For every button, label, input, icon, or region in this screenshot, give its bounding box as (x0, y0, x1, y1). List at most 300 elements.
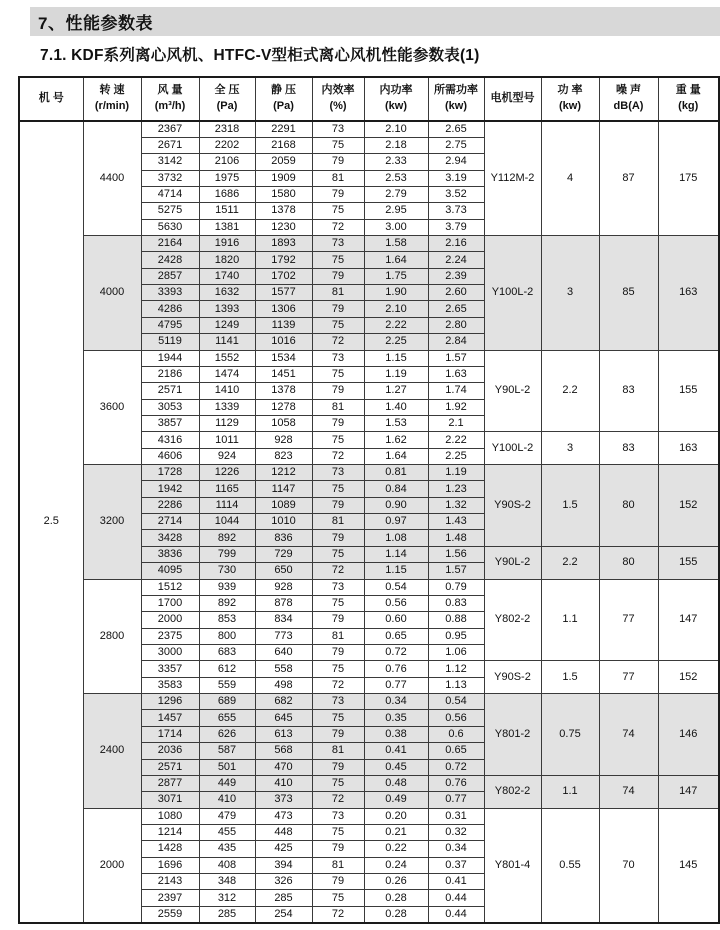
static-pressure-cell: 394 (255, 857, 312, 873)
efficiency-cell: 72 (312, 906, 364, 922)
required-power-cell: 0.34 (428, 841, 484, 857)
airflow-cell: 2714 (141, 514, 199, 530)
total-pressure-cell: 1339 (199, 399, 255, 415)
weight-cell: 146 (658, 694, 719, 776)
noise-cell: 77 (599, 579, 658, 661)
required-power-cell: 3.52 (428, 186, 484, 202)
speed-cell: 2800 (83, 579, 141, 694)
required-power-cell: 2.84 (428, 334, 484, 350)
static-pressure-cell: 498 (255, 677, 312, 693)
efficiency-cell: 75 (312, 481, 364, 497)
required-power-cell: 2.39 (428, 268, 484, 284)
motor-power-cell: 1.1 (541, 775, 599, 808)
static-pressure-cell: 1089 (255, 497, 312, 513)
airflow-cell: 4795 (141, 317, 199, 333)
weight-cell: 155 (658, 350, 719, 432)
airflow-cell: 3071 (141, 792, 199, 808)
efficiency-cell: 72 (312, 334, 364, 350)
total-pressure-cell: 1114 (199, 497, 255, 513)
motor-model-cell: Y112M-2 (484, 121, 541, 236)
required-power-cell: 0.65 (428, 743, 484, 759)
static-pressure-cell: 1378 (255, 383, 312, 399)
airflow-cell: 2397 (141, 890, 199, 906)
static-pressure-cell: 568 (255, 743, 312, 759)
internal-power-cell: 0.49 (364, 792, 428, 808)
airflow-cell: 2164 (141, 236, 199, 252)
efficiency-cell: 81 (312, 399, 364, 415)
total-pressure-cell: 2202 (199, 137, 255, 153)
internal-power-cell: 1.75 (364, 268, 428, 284)
static-pressure-cell: 558 (255, 661, 312, 677)
airflow-cell: 1080 (141, 808, 199, 824)
internal-power-cell: 2.10 (364, 121, 428, 137)
efficiency-cell: 79 (312, 759, 364, 775)
efficiency-cell: 81 (312, 743, 364, 759)
static-pressure-cell: 1893 (255, 236, 312, 252)
total-pressure-cell: 559 (199, 677, 255, 693)
airflow-cell: 4286 (141, 301, 199, 317)
static-pressure-cell: 640 (255, 645, 312, 661)
required-power-cell: 0.56 (428, 710, 484, 726)
internal-power-cell: 0.34 (364, 694, 428, 710)
efficiency-cell: 75 (312, 710, 364, 726)
efficiency-cell: 75 (312, 432, 364, 448)
airflow-cell: 2143 (141, 874, 199, 890)
static-pressure-cell: 285 (255, 890, 312, 906)
airflow-cell: 1512 (141, 579, 199, 595)
static-pressure-cell: 1010 (255, 514, 312, 530)
required-power-cell: 1.74 (428, 383, 484, 399)
total-pressure-cell: 1474 (199, 366, 255, 382)
internal-power-cell: 0.77 (364, 677, 428, 693)
required-power-cell: 1.23 (428, 481, 484, 497)
noise-cell: 74 (599, 775, 658, 808)
motor-model-cell: Y802-2 (484, 579, 541, 661)
total-pressure-cell: 1975 (199, 170, 255, 186)
internal-power-cell: 0.54 (364, 579, 428, 595)
total-pressure-cell: 1740 (199, 268, 255, 284)
weight-cell: 147 (658, 775, 719, 808)
table-title: 7.1. KDF系列离心风机、HTFC-V型柜式离心风机性能参数表(1) (40, 47, 480, 64)
total-pressure-cell: 1393 (199, 301, 255, 317)
static-pressure-cell: 645 (255, 710, 312, 726)
internal-power-cell: 0.90 (364, 497, 428, 513)
efficiency-cell: 75 (312, 595, 364, 611)
static-pressure-cell: 836 (255, 530, 312, 546)
airflow-cell: 3142 (141, 154, 199, 170)
internal-power-cell: 1.08 (364, 530, 428, 546)
motor-power-cell: 1.1 (541, 579, 599, 661)
col-header-motor-model: 电机型号 (484, 77, 541, 121)
col-header-static-pressure: 静 压 (Pa) (255, 77, 312, 121)
performance-table (18, 76, 720, 924)
airflow-cell: 2877 (141, 775, 199, 791)
internal-power-cell: 0.35 (364, 710, 428, 726)
efficiency-cell: 79 (312, 645, 364, 661)
required-power-cell: 0.37 (428, 857, 484, 873)
weight-cell: 163 (658, 236, 719, 351)
airflow-cell: 3000 (141, 645, 199, 661)
total-pressure-cell: 408 (199, 857, 255, 873)
col-header-weight: 重 量 (kg) (658, 77, 719, 121)
noise-cell: 83 (599, 432, 658, 465)
total-pressure-cell: 853 (199, 612, 255, 628)
static-pressure-cell: 1702 (255, 268, 312, 284)
weight-cell: 152 (658, 465, 719, 547)
internal-power-cell: 1.90 (364, 285, 428, 301)
total-pressure-cell: 1820 (199, 252, 255, 268)
airflow-cell: 4095 (141, 563, 199, 579)
efficiency-cell: 79 (312, 301, 364, 317)
total-pressure-cell: 1511 (199, 203, 255, 219)
total-pressure-cell: 312 (199, 890, 255, 906)
internal-power-cell: 1.19 (364, 366, 428, 382)
motor-model-cell: Y90L-2 (484, 350, 541, 432)
required-power-cell: 2.94 (428, 154, 484, 170)
internal-power-cell: 2.22 (364, 317, 428, 333)
static-pressure-cell: 928 (255, 579, 312, 595)
required-power-cell: 2.16 (428, 236, 484, 252)
table-row (19, 121, 719, 137)
internal-power-cell: 0.20 (364, 808, 428, 824)
motor-power-cell: 4 (541, 121, 599, 236)
airflow-cell: 2571 (141, 759, 199, 775)
efficiency-cell: 81 (312, 628, 364, 644)
airflow-cell: 5119 (141, 334, 199, 350)
table-row (19, 350, 719, 366)
motor-power-cell: 2.2 (541, 546, 599, 579)
required-power-cell: 2.65 (428, 121, 484, 137)
col-header-motor-power: 功 率 (kw) (541, 77, 599, 121)
static-pressure-cell: 1580 (255, 186, 312, 202)
efficiency-cell: 79 (312, 841, 364, 857)
airflow-cell: 1942 (141, 481, 199, 497)
static-pressure-cell: 1016 (255, 334, 312, 350)
static-pressure-cell: 1147 (255, 481, 312, 497)
total-pressure-cell: 1686 (199, 186, 255, 202)
col-header-airflow: 风 量 (m³/h) (141, 77, 199, 121)
motor-model-cell: Y90L-2 (484, 546, 541, 579)
efficiency-cell: 73 (312, 808, 364, 824)
internal-power-cell: 1.40 (364, 399, 428, 415)
airflow-cell: 5630 (141, 219, 199, 235)
internal-power-cell: 0.28 (364, 906, 428, 922)
static-pressure-cell: 254 (255, 906, 312, 922)
motor-model-cell: Y802-2 (484, 775, 541, 808)
internal-power-cell: 0.56 (364, 595, 428, 611)
internal-power-cell: 0.65 (364, 628, 428, 644)
required-power-cell: 2.25 (428, 448, 484, 464)
efficiency-cell: 73 (312, 694, 364, 710)
airflow-cell: 3836 (141, 546, 199, 562)
total-pressure-cell: 892 (199, 595, 255, 611)
static-pressure-cell: 773 (255, 628, 312, 644)
required-power-cell: 1.92 (428, 399, 484, 415)
internal-power-cell: 1.64 (364, 252, 428, 268)
airflow-cell: 3857 (141, 415, 199, 431)
static-pressure-cell: 2059 (255, 154, 312, 170)
required-power-cell: 1.48 (428, 530, 484, 546)
static-pressure-cell: 823 (255, 448, 312, 464)
col-header-internal-power: 内功率 (kw) (364, 77, 428, 121)
internal-power-cell: 1.27 (364, 383, 428, 399)
total-pressure-cell: 1552 (199, 350, 255, 366)
total-pressure-cell: 1141 (199, 334, 255, 350)
efficiency-cell: 79 (312, 154, 364, 170)
efficiency-cell: 73 (312, 465, 364, 481)
efficiency-cell: 79 (312, 383, 364, 399)
efficiency-cell: 73 (312, 236, 364, 252)
internal-power-cell: 2.10 (364, 301, 428, 317)
total-pressure-cell: 892 (199, 530, 255, 546)
total-pressure-cell: 800 (199, 628, 255, 644)
efficiency-cell: 75 (312, 137, 364, 153)
airflow-cell: 2367 (141, 121, 199, 137)
static-pressure-cell: 834 (255, 612, 312, 628)
static-pressure-cell: 1451 (255, 366, 312, 382)
total-pressure-cell: 1129 (199, 415, 255, 431)
efficiency-cell: 73 (312, 579, 364, 595)
internal-power-cell: 2.33 (364, 154, 428, 170)
speed-cell: 2000 (83, 808, 141, 923)
motor-power-cell: 1.5 (541, 661, 599, 694)
speed-cell: 4400 (83, 121, 141, 236)
static-pressure-cell: 470 (255, 759, 312, 775)
col-header-noise: 噪 声 dB(A) (599, 77, 658, 121)
efficiency-cell: 72 (312, 563, 364, 579)
internal-power-cell: 1.64 (364, 448, 428, 464)
airflow-cell: 1214 (141, 824, 199, 840)
efficiency-cell: 79 (312, 497, 364, 513)
required-power-cell: 2.60 (428, 285, 484, 301)
col-header-required-power: 所需功率 (kw) (428, 77, 484, 121)
required-power-cell: 0.54 (428, 694, 484, 710)
noise-cell: 83 (599, 350, 658, 432)
col-header-speed: 转 速 (r/min) (83, 77, 141, 121)
airflow-cell: 1700 (141, 595, 199, 611)
efficiency-cell: 79 (312, 612, 364, 628)
required-power-cell: 0.83 (428, 595, 484, 611)
airflow-cell: 2375 (141, 628, 199, 644)
total-pressure-cell: 2106 (199, 154, 255, 170)
efficiency-cell: 75 (312, 546, 364, 562)
total-pressure-cell: 435 (199, 841, 255, 857)
noise-cell: 70 (599, 808, 658, 923)
total-pressure-cell: 479 (199, 808, 255, 824)
required-power-cell: 2.24 (428, 252, 484, 268)
speed-cell: 4000 (83, 236, 141, 351)
motor-power-cell: 1.5 (541, 465, 599, 547)
internal-power-cell: 1.58 (364, 236, 428, 252)
static-pressure-cell: 1058 (255, 415, 312, 431)
airflow-cell: 1696 (141, 857, 199, 873)
section-title-bar (30, 7, 720, 36)
required-power-cell: 0.6 (428, 726, 484, 742)
static-pressure-cell: 473 (255, 808, 312, 824)
required-power-cell: 0.79 (428, 579, 484, 595)
internal-power-cell: 1.53 (364, 415, 428, 431)
static-pressure-cell: 1534 (255, 350, 312, 366)
airflow-cell: 2286 (141, 497, 199, 513)
total-pressure-cell: 348 (199, 874, 255, 890)
weight-cell: 145 (658, 808, 719, 923)
required-power-cell: 0.72 (428, 759, 484, 775)
total-pressure-cell: 655 (199, 710, 255, 726)
static-pressure-cell: 1278 (255, 399, 312, 415)
efficiency-cell: 75 (312, 661, 364, 677)
col-header-machine-no: 机 号 (19, 77, 83, 121)
speed-cell: 3200 (83, 465, 141, 580)
required-power-cell: 2.1 (428, 415, 484, 431)
airflow-cell: 2186 (141, 366, 199, 382)
motor-power-cell: 3 (541, 432, 599, 465)
motor-power-cell: 0.55 (541, 808, 599, 923)
internal-power-cell: 0.60 (364, 612, 428, 628)
internal-power-cell: 0.38 (364, 726, 428, 742)
efficiency-cell: 75 (312, 317, 364, 333)
internal-power-cell: 0.48 (364, 775, 428, 791)
internal-power-cell: 0.72 (364, 645, 428, 661)
required-power-cell: 1.12 (428, 661, 484, 677)
efficiency-cell: 75 (312, 824, 364, 840)
internal-power-cell: 2.53 (364, 170, 428, 186)
total-pressure-cell: 612 (199, 661, 255, 677)
efficiency-cell: 75 (312, 203, 364, 219)
static-pressure-cell: 373 (255, 792, 312, 808)
motor-power-cell: 0.75 (541, 694, 599, 776)
static-pressure-cell: 448 (255, 824, 312, 840)
efficiency-cell: 79 (312, 268, 364, 284)
airflow-cell: 4316 (141, 432, 199, 448)
airflow-cell: 2571 (141, 383, 199, 399)
speed-cell: 3600 (83, 350, 141, 465)
airflow-cell: 5275 (141, 203, 199, 219)
required-power-cell: 1.57 (428, 350, 484, 366)
static-pressure-cell: 1212 (255, 465, 312, 481)
noise-cell: 80 (599, 465, 658, 547)
internal-power-cell: 2.79 (364, 186, 428, 202)
section-title: 7、性能参数表 (38, 14, 153, 33)
required-power-cell: 1.43 (428, 514, 484, 530)
internal-power-cell: 0.22 (364, 841, 428, 857)
efficiency-cell: 72 (312, 219, 364, 235)
internal-power-cell: 0.24 (364, 857, 428, 873)
total-pressure-cell: 730 (199, 563, 255, 579)
motor-model-cell: Y90S-2 (484, 465, 541, 547)
weight-cell: 152 (658, 661, 719, 694)
motor-model-cell: Y90S-2 (484, 661, 541, 694)
static-pressure-cell: 1139 (255, 317, 312, 333)
internal-power-cell: 0.97 (364, 514, 428, 530)
internal-power-cell: 3.00 (364, 219, 428, 235)
airflow-cell: 1296 (141, 694, 199, 710)
efficiency-cell: 73 (312, 350, 364, 366)
noise-cell: 74 (599, 694, 658, 776)
weight-cell: 147 (658, 579, 719, 661)
static-pressure-cell: 1306 (255, 301, 312, 317)
motor-power-cell: 3 (541, 236, 599, 351)
motor-model-cell: Y100L-2 (484, 236, 541, 351)
required-power-cell: 0.41 (428, 874, 484, 890)
airflow-cell: 2559 (141, 906, 199, 922)
efficiency-cell: 72 (312, 677, 364, 693)
required-power-cell: 1.06 (428, 645, 484, 661)
col-header-efficiency: 内效率 (%) (312, 77, 364, 121)
motor-model-cell: Y100L-2 (484, 432, 541, 465)
noise-cell: 77 (599, 661, 658, 694)
internal-power-cell: 0.26 (364, 874, 428, 890)
required-power-cell: 0.95 (428, 628, 484, 644)
required-power-cell: 1.19 (428, 465, 484, 481)
airflow-cell: 1944 (141, 350, 199, 366)
static-pressure-cell: 1230 (255, 219, 312, 235)
required-power-cell: 0.32 (428, 824, 484, 840)
airflow-cell: 2671 (141, 137, 199, 153)
total-pressure-cell: 1011 (199, 432, 255, 448)
internal-power-cell: 1.14 (364, 546, 428, 562)
airflow-cell: 1728 (141, 465, 199, 481)
static-pressure-cell: 928 (255, 432, 312, 448)
internal-power-cell: 0.41 (364, 743, 428, 759)
airflow-cell: 1428 (141, 841, 199, 857)
table-row (19, 579, 719, 595)
efficiency-cell: 81 (312, 857, 364, 873)
col-header-total-pressure: 全 压 (Pa) (199, 77, 255, 121)
internal-power-cell: 0.81 (364, 465, 428, 481)
static-pressure-cell: 613 (255, 726, 312, 742)
static-pressure-cell: 425 (255, 841, 312, 857)
airflow-cell: 2000 (141, 612, 199, 628)
required-power-cell: 0.88 (428, 612, 484, 628)
required-power-cell: 2.65 (428, 301, 484, 317)
efficiency-cell: 81 (312, 170, 364, 186)
required-power-cell: 1.56 (428, 546, 484, 562)
machine-no-cell: 2.5 (19, 121, 83, 923)
required-power-cell: 0.44 (428, 906, 484, 922)
required-power-cell: 2.75 (428, 137, 484, 153)
static-pressure-cell: 650 (255, 563, 312, 579)
internal-power-cell: 0.84 (364, 481, 428, 497)
motor-model-cell: Y801-2 (484, 694, 541, 776)
efficiency-cell: 75 (312, 366, 364, 382)
required-power-cell: 1.32 (428, 497, 484, 513)
motor-power-cell: 2.2 (541, 350, 599, 432)
total-pressure-cell: 455 (199, 824, 255, 840)
internal-power-cell: 1.15 (364, 563, 428, 579)
motor-model-cell: Y801-4 (484, 808, 541, 923)
airflow-cell: 3583 (141, 677, 199, 693)
total-pressure-cell: 924 (199, 448, 255, 464)
static-pressure-cell: 682 (255, 694, 312, 710)
efficiency-cell: 75 (312, 252, 364, 268)
total-pressure-cell: 587 (199, 743, 255, 759)
efficiency-cell: 79 (312, 186, 364, 202)
noise-cell: 87 (599, 121, 658, 236)
total-pressure-cell: 501 (199, 759, 255, 775)
airflow-cell: 1457 (141, 710, 199, 726)
static-pressure-cell: 2291 (255, 121, 312, 137)
efficiency-cell: 79 (312, 530, 364, 546)
internal-power-cell: 0.76 (364, 661, 428, 677)
airflow-cell: 4606 (141, 448, 199, 464)
total-pressure-cell: 683 (199, 645, 255, 661)
efficiency-cell: 72 (312, 448, 364, 464)
total-pressure-cell: 2318 (199, 121, 255, 137)
total-pressure-cell: 1044 (199, 514, 255, 530)
efficiency-cell: 75 (312, 890, 364, 906)
total-pressure-cell: 1249 (199, 317, 255, 333)
required-power-cell: 3.79 (428, 219, 484, 235)
